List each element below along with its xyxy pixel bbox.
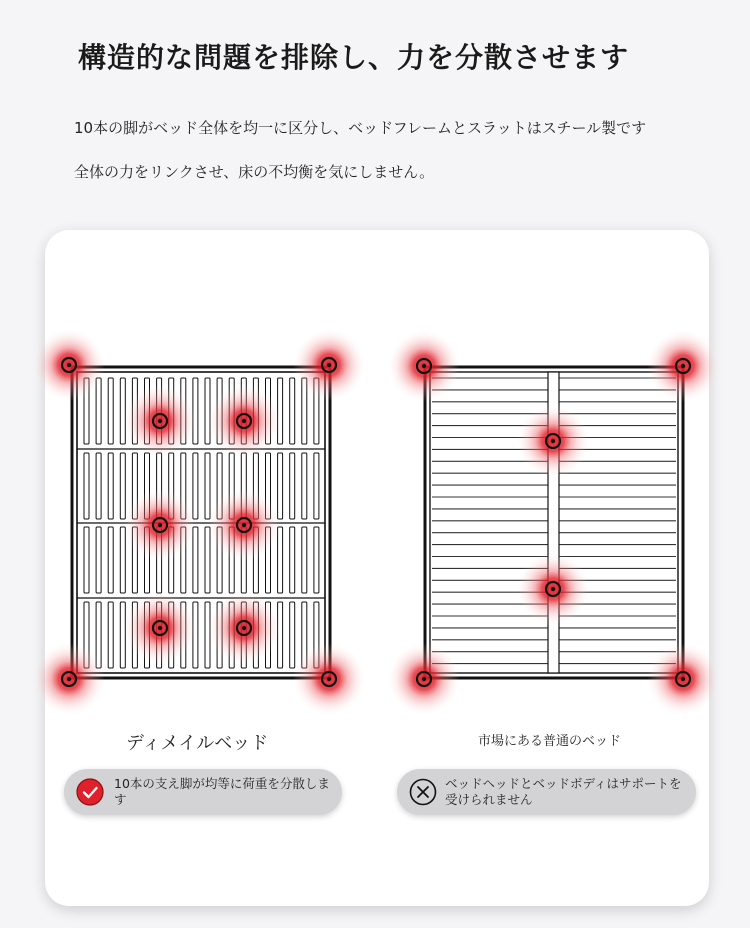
slat xyxy=(108,527,113,593)
cross-circle-icon xyxy=(409,778,437,806)
premium-bed-badge-text: 10本の支え脚が均等に荷重を分散します xyxy=(114,776,330,807)
support-point-marker xyxy=(124,385,196,457)
slat xyxy=(120,378,125,444)
slat xyxy=(314,527,319,593)
support-point-marker xyxy=(293,329,365,401)
support-point-marker xyxy=(517,405,589,477)
support-point-marker xyxy=(647,330,719,402)
page-title: 構造的な問題を排除し、力を分散させます xyxy=(78,41,630,74)
slat xyxy=(120,602,125,668)
slat xyxy=(314,453,319,519)
slat xyxy=(290,527,295,593)
premium-bed-frame-illustration xyxy=(72,367,330,678)
description-line-1: 10本の脚がベッド全体を均一に区分し、ベッドフレームとスラットはスチール製です xyxy=(74,119,647,137)
slat xyxy=(290,453,295,519)
description-line-2: 全体の力をリンクさせ、床の不均衡を気にしません。 xyxy=(74,163,435,181)
slat xyxy=(120,453,125,519)
regular-bed-badge-text: ベッドヘッドとベッドボディはサポートを受けられません xyxy=(445,776,682,807)
support-point-marker xyxy=(517,553,589,625)
slat xyxy=(205,527,210,593)
regular-bed-caption: 市場にある普通のベッド xyxy=(478,734,622,749)
regular-bed-badge xyxy=(397,769,696,815)
support-point-marker xyxy=(388,330,460,402)
support-point-marker xyxy=(208,592,280,664)
support-point-marker xyxy=(293,643,365,715)
slat xyxy=(302,527,307,593)
slat xyxy=(108,378,113,444)
support-point-marker xyxy=(124,489,196,561)
slat xyxy=(108,453,113,519)
slat xyxy=(205,378,210,444)
support-point-marker xyxy=(388,643,460,715)
slat xyxy=(96,527,101,593)
slat xyxy=(302,453,307,519)
slat xyxy=(96,378,101,444)
check-circle-icon xyxy=(76,778,104,806)
support-point-marker xyxy=(33,643,105,715)
support-point-marker xyxy=(33,329,105,401)
slat xyxy=(290,602,295,668)
slat xyxy=(278,527,283,593)
premium-bed-badge xyxy=(64,769,342,815)
slat xyxy=(96,453,101,519)
support-point-marker xyxy=(208,385,280,457)
slat xyxy=(120,527,125,593)
support-point-marker xyxy=(124,592,196,664)
support-point-marker xyxy=(647,643,719,715)
support-point-marker xyxy=(208,489,280,561)
slat xyxy=(205,453,210,519)
slat xyxy=(290,378,295,444)
slat xyxy=(108,602,113,668)
slat xyxy=(84,453,89,519)
slat xyxy=(84,527,89,593)
premium-bed-caption: ディメイルベッド xyxy=(126,733,269,754)
slat xyxy=(193,453,198,519)
slat xyxy=(278,453,283,519)
